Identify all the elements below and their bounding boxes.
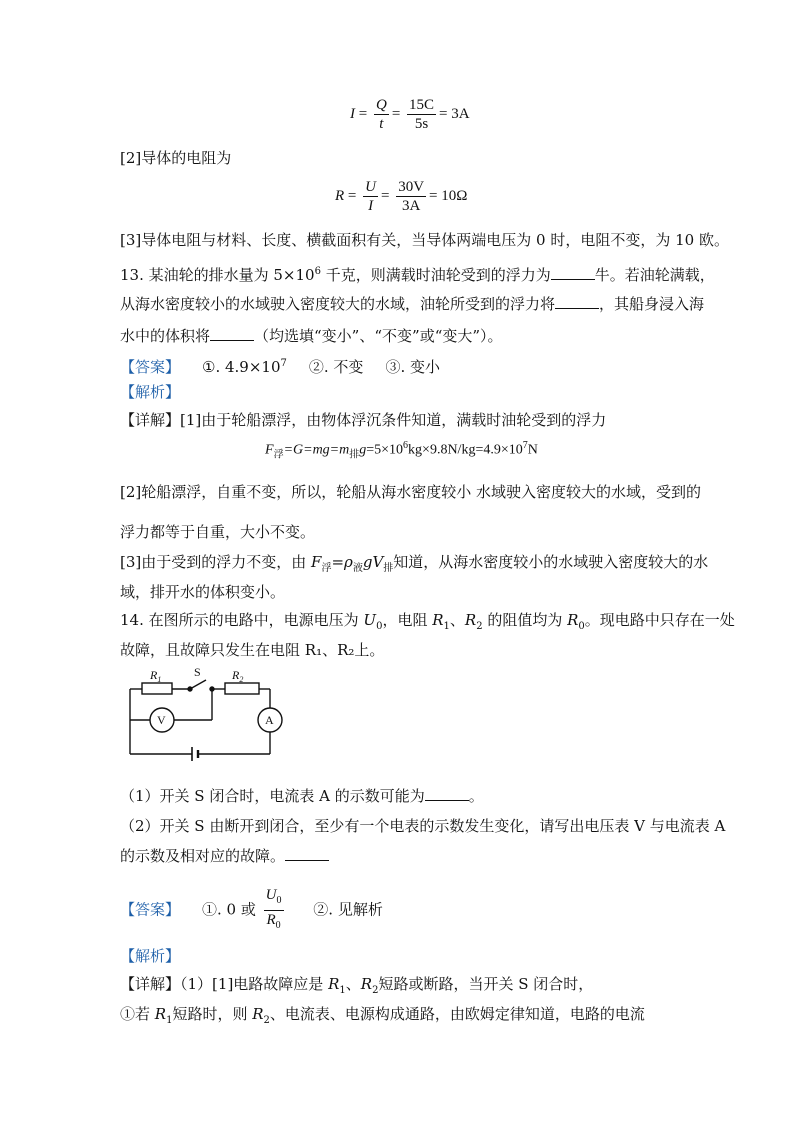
answer-row (120, 354, 440, 377)
r2-label: $R_2$ (232, 668, 244, 684)
text: 14. 在图所示的电路中，电源电压为 (120, 611, 364, 629)
text: 短路或断路，当开关 S 闭合时， (378, 975, 594, 993)
eq-text: =5×10 (366, 442, 404, 458)
paragraph: [2]导体的电阻为 (120, 149, 232, 167)
answer-item: ②. 不变 (308, 358, 364, 376)
answer-blank[interactable] (555, 294, 599, 309)
subscript: 2 (372, 985, 379, 996)
question-14-sub2 (120, 846, 329, 866)
question-14-sub2: （2）开关 S 由断开到闭合，至少有一个电表的示数发生变化，请写出电压表 V 与电流表 A (120, 817, 726, 835)
detail-line (120, 974, 593, 1001)
r1-label: $R_1$ (150, 668, 162, 684)
subscript: 1 (166, 1015, 173, 1026)
text: ，其船身浸入海 (599, 295, 705, 313)
exponent: 7 (522, 440, 528, 451)
text: 。现电路中只存在一处 (584, 611, 735, 629)
subscript: 2 (476, 621, 483, 632)
text: （1）开关 S 闭合时，电流表 A 的示数可能为 (120, 787, 425, 805)
paragraph: 浮力都等于自重，大小不变。 (120, 523, 316, 541)
detail-tag: 【详解】 (120, 411, 181, 429)
text: 13. 某油轮的排水量为 5×10 (120, 266, 315, 284)
text: 牛。若油轮满载， (594, 266, 715, 284)
v-label: V (157, 713, 166, 727)
eq-symbol: Q (375, 97, 387, 113)
subscript: 0 (276, 895, 282, 906)
eq-symbol: R (567, 611, 579, 629)
switch-s (190, 680, 206, 689)
text: 知道，从海水密度较小的水域驶入密度较大的水 (393, 553, 709, 571)
eq-symbol: R (360, 975, 373, 993)
answer-tag: 【答案】 (120, 358, 181, 376)
subscript: 1 (443, 621, 450, 632)
eq-symbol: R (154, 1005, 167, 1023)
answer-item: ②. 见解析 (313, 900, 383, 919)
subscript: 0 (578, 621, 585, 632)
eq-symbol: F (265, 442, 274, 458)
text: 、电流表、电源构成通路，由欧姆定律知道，电路的电流 (269, 1005, 645, 1023)
answer-blank[interactable] (551, 265, 595, 280)
answer-item: ①. 4.9×10 (202, 358, 281, 376)
subscript: 2 (263, 1015, 270, 1026)
answer-blank[interactable] (425, 786, 469, 801)
equation-current: I = $\frac{Q}{t}$ = $\frac{15C}{5s}$ = 3A (350, 97, 470, 132)
subscript: 浮 (321, 563, 332, 574)
answer-blank[interactable] (285, 846, 329, 861)
text: 短路时，则 (172, 1005, 253, 1023)
eq-numerator: 30V (398, 179, 425, 195)
subscript: 排 (349, 449, 360, 461)
answer-item: ①. 0 或 (202, 900, 256, 919)
subscript: 液 (352, 563, 363, 574)
text: ①若 (120, 1005, 155, 1023)
answer-blank[interactable] (210, 326, 254, 341)
question-13-line (120, 326, 503, 346)
subscript: 排 (383, 563, 394, 574)
answer-row (120, 886, 383, 935)
text: [1]由于轮船漂浮，由物体浮沉条件知道，满载时油轮受到的浮力 (180, 411, 607, 429)
fraction (407, 96, 436, 133)
eq-symbol: F (311, 553, 322, 571)
fraction (264, 886, 284, 935)
text: 千克，则满载时油轮受到的浮力为 (320, 266, 551, 284)
equation-resistance: R = $\frac{U}{I}$ = $\frac{30V}{3A}$ = 10Ω (335, 179, 468, 214)
eq-symbol: R (328, 975, 340, 993)
text: （均选填“变小”、“不变”或“变大”）。 (254, 327, 503, 345)
text: 的示数及相对应的故障。 (120, 847, 286, 865)
eq-symbol: U (365, 179, 376, 195)
detail-line (120, 1004, 645, 1031)
eq-text: =G=mg=m (283, 442, 350, 458)
answer-item: ③. 变小 (385, 358, 440, 376)
exponent: 6 (314, 266, 321, 277)
paragraph: [3]导体电阻与材料、长度、横截面积有关，当导体两端电压为 0 时，电阻不变，为 10 欧。 (120, 231, 729, 249)
resistor-r2 (225, 683, 259, 694)
circuit-diagram (120, 662, 290, 762)
subscript: 0 (376, 621, 383, 632)
eq-result: = 3A (439, 105, 470, 122)
question-14-line (120, 610, 735, 637)
detail-tag: 【详解】 (120, 975, 181, 993)
eq-symbol: I (368, 198, 374, 214)
resistor-r1 (142, 683, 172, 694)
fraction (374, 96, 389, 133)
eq-text: N (527, 442, 538, 458)
eq-symbol: R (432, 611, 444, 629)
eq-text: gV (362, 553, 384, 571)
subscript: 1 (339, 985, 346, 996)
eq-symbol: t (379, 116, 384, 132)
subscript: 浮 (273, 449, 284, 461)
eq-symbol: g (359, 442, 367, 458)
text: 、 (345, 975, 361, 993)
eq-symbol: R (252, 1005, 264, 1023)
analysis-tag: 【解析】 (120, 947, 181, 965)
fraction (396, 178, 426, 215)
question-14-sub1 (120, 786, 484, 806)
paragraph: 域，排开水的体积变小。 (120, 583, 286, 601)
text: 。 (468, 787, 484, 805)
fraction (363, 178, 378, 215)
text: （1）[1]电路故障应是 (180, 975, 329, 993)
exponent: 6 (403, 440, 409, 451)
detail-line (120, 410, 606, 430)
eq-denominator: 5s (414, 116, 429, 132)
question-13-line (120, 262, 715, 285)
eq-text: =ρ (331, 553, 353, 571)
question-14-line: 故障，且故障只发生在电阻 R₁、R₂上。 (120, 641, 385, 659)
answer-tag: 【答案】 (120, 900, 181, 919)
eq-denominator: 3A (401, 198, 421, 214)
paragraph (120, 552, 708, 579)
analysis-tag: 【解析】 (120, 383, 181, 401)
eq-symbol: R (464, 611, 477, 629)
s-label: S (194, 665, 201, 679)
paragraph: [2]轮船漂浮，自重不变，所以，轮船从海水密度较小 水域驶入密度较大的水域，受到的 (120, 483, 702, 501)
eq-symbol: U (363, 611, 377, 629)
eq-result: = 10Ω (429, 187, 468, 204)
exponent: 7 (280, 358, 287, 369)
eq-symbol: I (350, 105, 355, 122)
eq-text: kg×9.8N/kg=4.9×10 (408, 442, 523, 458)
text: [3]由于受到的浮力不变，由 (120, 553, 312, 571)
eq-numerator: 15C (409, 97, 435, 113)
buoyancy-formula (265, 440, 538, 460)
subscript: 0 (275, 920, 281, 931)
text: 水中的体积将 (120, 327, 211, 345)
eq-symbol: R (335, 187, 345, 204)
text: 从海水密度较小的水域驶入密度较大的水域，油轮所受到的浮力将 (120, 295, 556, 313)
question-13-line (120, 294, 704, 314)
text: ，电阻 (382, 611, 433, 629)
eq-symbol: U (265, 887, 277, 903)
text: 、 (449, 611, 465, 629)
eq-symbol: R (266, 912, 276, 928)
text: 的阻值均为 (482, 611, 568, 629)
a-label: A (265, 713, 274, 727)
